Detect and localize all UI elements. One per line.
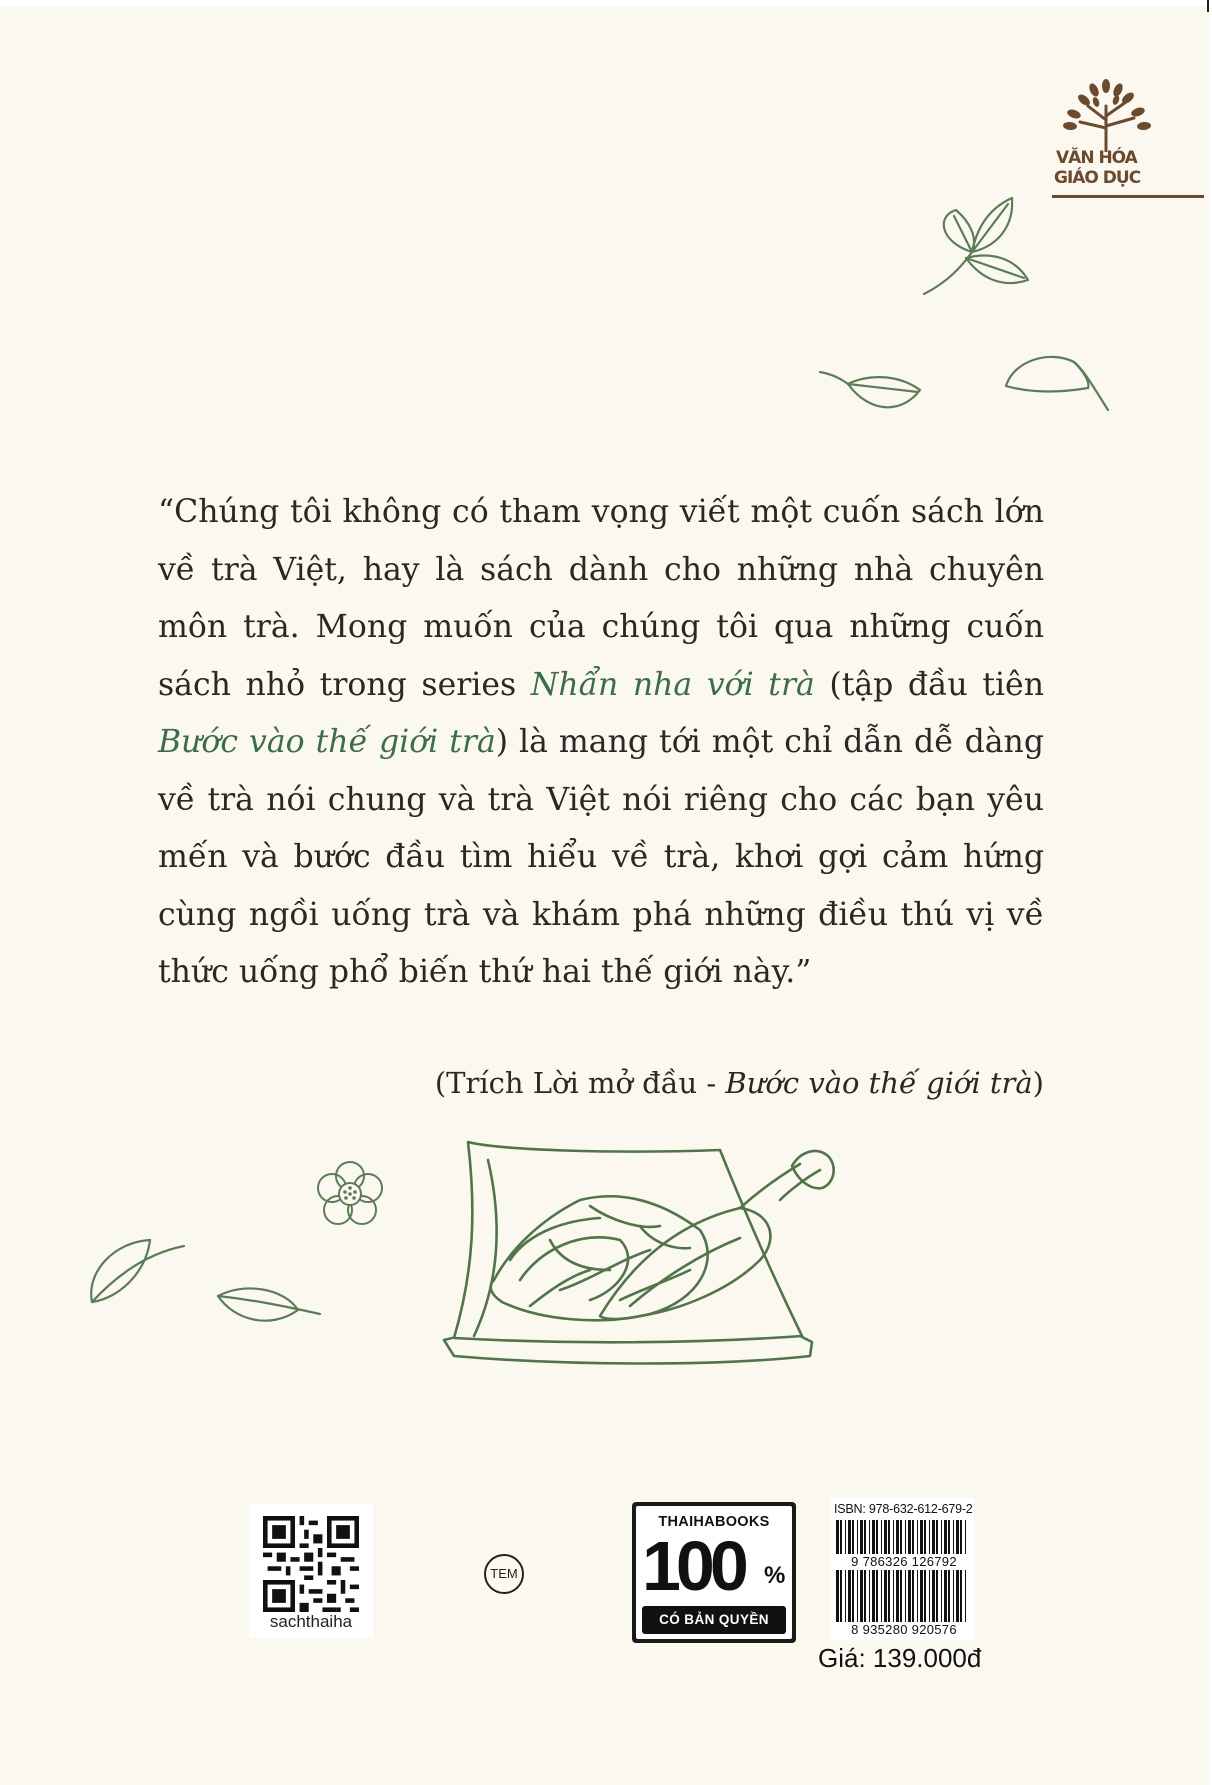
tea-leaf-icon [214, 1278, 324, 1338]
badge-brand: THAIHABOOKS [658, 1514, 770, 1530]
barcode-icon [832, 1520, 972, 1636]
quote-text-part-3: ) là mang tới một chỉ dẫn dễ dàng về trà nói chung và trà Việt nói riêng cho các bạn yêu mến và bước đầu tìm hiểu về trà, khơi gợi cảm hứng cùng ngồi uống trà và khám phá những điều thú vị về thức uống phổ biến thứ hai thế giới này.” [158, 724, 1044, 990]
series-name: Nhẩn nha với trà [530, 666, 815, 703]
citation-title: Bước vào thế giới trà [725, 1066, 1033, 1100]
qr-code-card [249, 1504, 373, 1638]
tea-leaf-icon [918, 196, 1038, 311]
qr-label: sachthaiha [269, 1612, 353, 1631]
citation-prefix: (Trích Lời mở đầu - [434, 1066, 726, 1100]
tea-leaf-icon [1004, 348, 1114, 418]
barcode-number-1: 9 786326 126792 [836, 1554, 972, 1569]
tea-flower-icon [310, 1154, 390, 1234]
publisher-logo [1048, 76, 1198, 206]
badge-number: 100 [642, 1527, 744, 1605]
book-title: Bước vào thế giới trà [158, 724, 496, 760]
publisher-name-line1: VĂN HÓA [1056, 148, 1137, 168]
citation-suffix: ) [1032, 1066, 1044, 1100]
quote-text-part-1: “Chúng tôi không có tham vọng viết một cuốn sách lớn về trà Việt, hay là sách dành cho những nhà chuyên môn trà. Mong muốn của chúng tôi qua những cuốn sách nhỏ trong series [158, 494, 1044, 703]
tea-tray-icon [440, 1130, 850, 1372]
crop-mark [1207, 0, 1209, 12]
tea-leaf-icon [84, 1228, 188, 1308]
barcode-number-2: 8 935280 920576 [836, 1622, 972, 1637]
copyright-badge [632, 1502, 796, 1643]
tree-logo-icon [1048, 76, 1168, 152]
citation [435, 1066, 1044, 1100]
badge-percent: % [764, 1562, 786, 1589]
top-edge [0, 0, 1212, 6]
quote-text-part-2: (tập đầu tiên [814, 666, 1044, 703]
isbn-barcode-block [830, 1498, 974, 1640]
tem-stamp: TEM [484, 1554, 524, 1594]
quote-paragraph [158, 484, 1044, 1002]
publisher-logo-rule [1052, 195, 1204, 198]
qr-code-icon[interactable] [263, 1516, 359, 1612]
price-label: Giá: 139.000đ [818, 1643, 982, 1673]
isbn-label: ISBN: 978-632-612-679-2 [834, 1502, 973, 1516]
badge-caption: CÓ BẢN QUYỀN [642, 1606, 786, 1634]
publisher-name-line2: GIÁO DỤC [1054, 168, 1141, 188]
tea-leaf-icon [818, 364, 928, 424]
copyright-badge-inner [636, 1506, 792, 1639]
